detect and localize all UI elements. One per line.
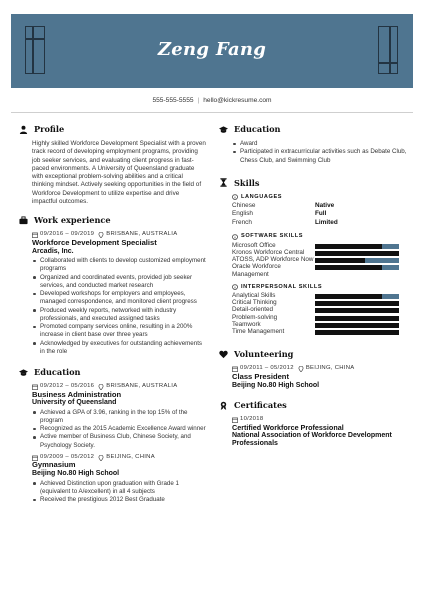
list-item: Active member of Business Club, Chinese Society, and Psychology Society.: [32, 433, 206, 450]
info-icon: [232, 194, 238, 200]
education-school: University of Queensland: [32, 399, 117, 407]
software-title: SOFTWARE SKILLS: [241, 233, 304, 240]
list-item: Received the prestigious 2012 Best Graduate: [32, 496, 206, 504]
language-row: [232, 202, 408, 211]
languages-title: LANGUAGES: [241, 193, 283, 200]
right-column: [218, 118, 408, 449]
info-icon: [232, 284, 238, 290]
language-level: Native: [315, 201, 335, 209]
education-degree: Business Administration: [32, 389, 122, 399]
resume-header: [11, 14, 413, 88]
volunteering-role: Class President: [232, 371, 289, 381]
language-level: Full: [315, 210, 327, 218]
header-divider: [11, 112, 413, 113]
work-item: [18, 231, 206, 356]
skill-label: Detail-oriented: [232, 306, 273, 314]
volunteering-location: BEIJING, CHINA: [305, 365, 355, 372]
skill-bar: [315, 323, 399, 328]
certificate-date: 10/2018: [240, 416, 264, 422]
education-award-section: [218, 122, 408, 165]
certificate-icon: [218, 400, 228, 410]
skill-bar: [315, 258, 399, 263]
skill-row: [232, 292, 408, 299]
list-item: Award: [232, 140, 408, 148]
work-role: Workforce Development Specialist: [32, 237, 157, 247]
hourglass-icon: [218, 178, 228, 188]
briefcase-icon: [18, 215, 28, 225]
education-item: [18, 383, 206, 450]
location-pin-icon: [298, 366, 304, 372]
skill-bar-fill: [315, 330, 399, 335]
education-school: Beijing No.80 High School: [32, 470, 120, 478]
skill-bar-fill: [315, 323, 399, 328]
skill-label: French: [232, 218, 252, 226]
list-item: Produced weekly reports, networked with industry professionals, and executed assigned tasks: [32, 307, 206, 324]
skill-label: ATOSS, ADP Workforce Now: [232, 256, 314, 264]
skill-label: Oracle Workforce Management: [232, 263, 281, 278]
list-item: Promoted company services online, resulting in a 200% increase in client base over three years: [32, 323, 206, 340]
skill-bar: [315, 251, 399, 256]
email-text: hello@kickresume.com: [203, 97, 272, 104]
work-dates: 09/2016 – 09/2019: [40, 231, 95, 238]
skill-row: [232, 314, 408, 321]
skill-bar: [315, 244, 399, 249]
work-company: Arcadis, Inc.: [32, 247, 74, 255]
skill-bar-fill: [315, 301, 399, 306]
skill-label: Kronos Workforce Central: [232, 248, 305, 256]
skill-label: Problem-solving: [232, 313, 278, 321]
profile-section: [18, 122, 206, 206]
skill-bar: [315, 308, 399, 313]
certificate-org: National Association of Workforce Development Professionals: [232, 431, 392, 448]
education-title: Education: [34, 366, 81, 377]
certificates-section: [218, 398, 408, 449]
skill-bar-fill: [315, 294, 382, 299]
languages-subhead: [232, 194, 408, 201]
skill-bar-fill: [315, 258, 365, 263]
skill-label: Teamwork: [232, 320, 261, 328]
header-frame-right-line: [378, 62, 398, 64]
location-pin-icon: [98, 455, 104, 461]
user-icon: [18, 124, 28, 134]
volunteering-section: [218, 347, 408, 390]
heart-icon: [218, 349, 228, 359]
education-dates: 09/2009 – 05/2012: [40, 453, 95, 460]
education-item: [18, 454, 206, 504]
skills-title: Skills: [234, 177, 260, 188]
work-location: BRISBANE, AUSTRALIA: [106, 231, 178, 238]
education-section: [18, 365, 206, 504]
interpersonal-title: INTERPERSONAL SKILLS: [241, 283, 323, 290]
skill-bar: [315, 265, 399, 270]
certificate-name: Certified Workforce Professional: [232, 422, 344, 432]
education-degree: Gymnasium: [32, 460, 76, 470]
list-item: Achieved Distinction upon graduation with Grade 1 (equivalent to A/excellent) in all 4 subjects: [32, 480, 206, 497]
list-item: Developed workshops for employers and employees, managed correspondence, and monitored client progress: [32, 290, 206, 307]
education-location: BEIJING, CHINA: [106, 453, 155, 460]
skill-row: [232, 321, 408, 328]
list-item: Organized and coordinated events, provided job seeker services, and conducted market research: [32, 274, 206, 291]
education-dates: 09/2012 – 05/2016: [40, 383, 95, 390]
skill-bar: [315, 294, 399, 299]
skill-row: [232, 256, 408, 263]
skill-bar: [315, 316, 399, 321]
software-subhead: [232, 233, 408, 240]
skill-bar: [315, 330, 399, 335]
skill-row: [232, 242, 408, 249]
skill-row: [232, 249, 408, 256]
volunteering-org: Beijing No.80 High School: [232, 381, 320, 389]
list-item: Collaborated with clients to develop customized employment programs: [32, 257, 206, 274]
list-item: Recognized as the 2015 Academic Excellence Award winner: [32, 425, 206, 433]
phone-text: 555-555-5555: [152, 97, 194, 104]
volunteering-dates: 09/2011 – 05/2012: [240, 365, 294, 372]
education-right-title: Education: [234, 123, 281, 134]
interpersonal-subhead: [232, 284, 408, 291]
skill-label: Microsoft Office: [232, 241, 276, 249]
calendar-icon: [32, 384, 38, 390]
language-row: [232, 219, 408, 228]
list-item: Participated in extracurricular activities such as Debate Club, Chess Club, and Swimming Club: [232, 148, 408, 165]
graduation-cap-icon: [18, 367, 28, 377]
certificates-title: Certificates: [234, 399, 287, 410]
skill-row: [232, 328, 408, 335]
volunteering-title: Volunteering: [234, 349, 294, 360]
skill-label: Analytical Skills: [232, 291, 276, 299]
skill-row: [232, 263, 408, 277]
education-location: BRISBANE, AUSTRALIA: [106, 383, 178, 390]
skill-bar-fill: [315, 316, 399, 321]
work-section: [18, 213, 206, 356]
skill-row: [232, 306, 408, 313]
left-column: [18, 118, 206, 504]
contact-line: 555-555-5555 | hello@kickresume.com: [152, 97, 272, 104]
info-icon: [232, 234, 238, 240]
list-item: Acknowledged by executives for outstanding achievements in the role: [32, 340, 206, 357]
skill-label: Critical Thinking: [232, 299, 277, 307]
skill-bar-fill: [315, 244, 382, 249]
language-level: Limited: [315, 218, 338, 226]
profile-title: Profile: [34, 123, 65, 134]
skill-bar-fill: [315, 251, 399, 256]
skill-label: English: [232, 210, 253, 218]
skill-bar-fill: [315, 265, 382, 270]
graduation-cap-icon: [218, 124, 228, 134]
skill-label: Time Management: [232, 328, 285, 336]
profile-text: Highly skilled Workforce Development Specialist with a proven track record of developing employment programs, providing job seeker services, and evaluating client progress in fast-paced environments. A University of Queensland graduate with exceptional problem-solving abilities and a critical thinking mindset. Actively seeking opportunities in the field of Workforce Development to utilize expertise and drive impactful outcomes.: [32, 140, 206, 206]
language-row: [232, 210, 408, 219]
location-pin-icon: [98, 384, 104, 390]
skill-label: Chinese: [232, 201, 256, 209]
skill-bar-fill: [315, 308, 399, 313]
candidate-name: Zeng Fang: [157, 39, 267, 60]
skill-row: [232, 299, 408, 306]
calendar-icon: [232, 417, 238, 423]
skills-section: [218, 176, 408, 336]
skill-bar: [315, 301, 399, 306]
work-title: Work experience: [34, 215, 111, 226]
list-item: Achieved a GPA of 3.96, ranking in the top 15% of the program: [32, 409, 206, 426]
